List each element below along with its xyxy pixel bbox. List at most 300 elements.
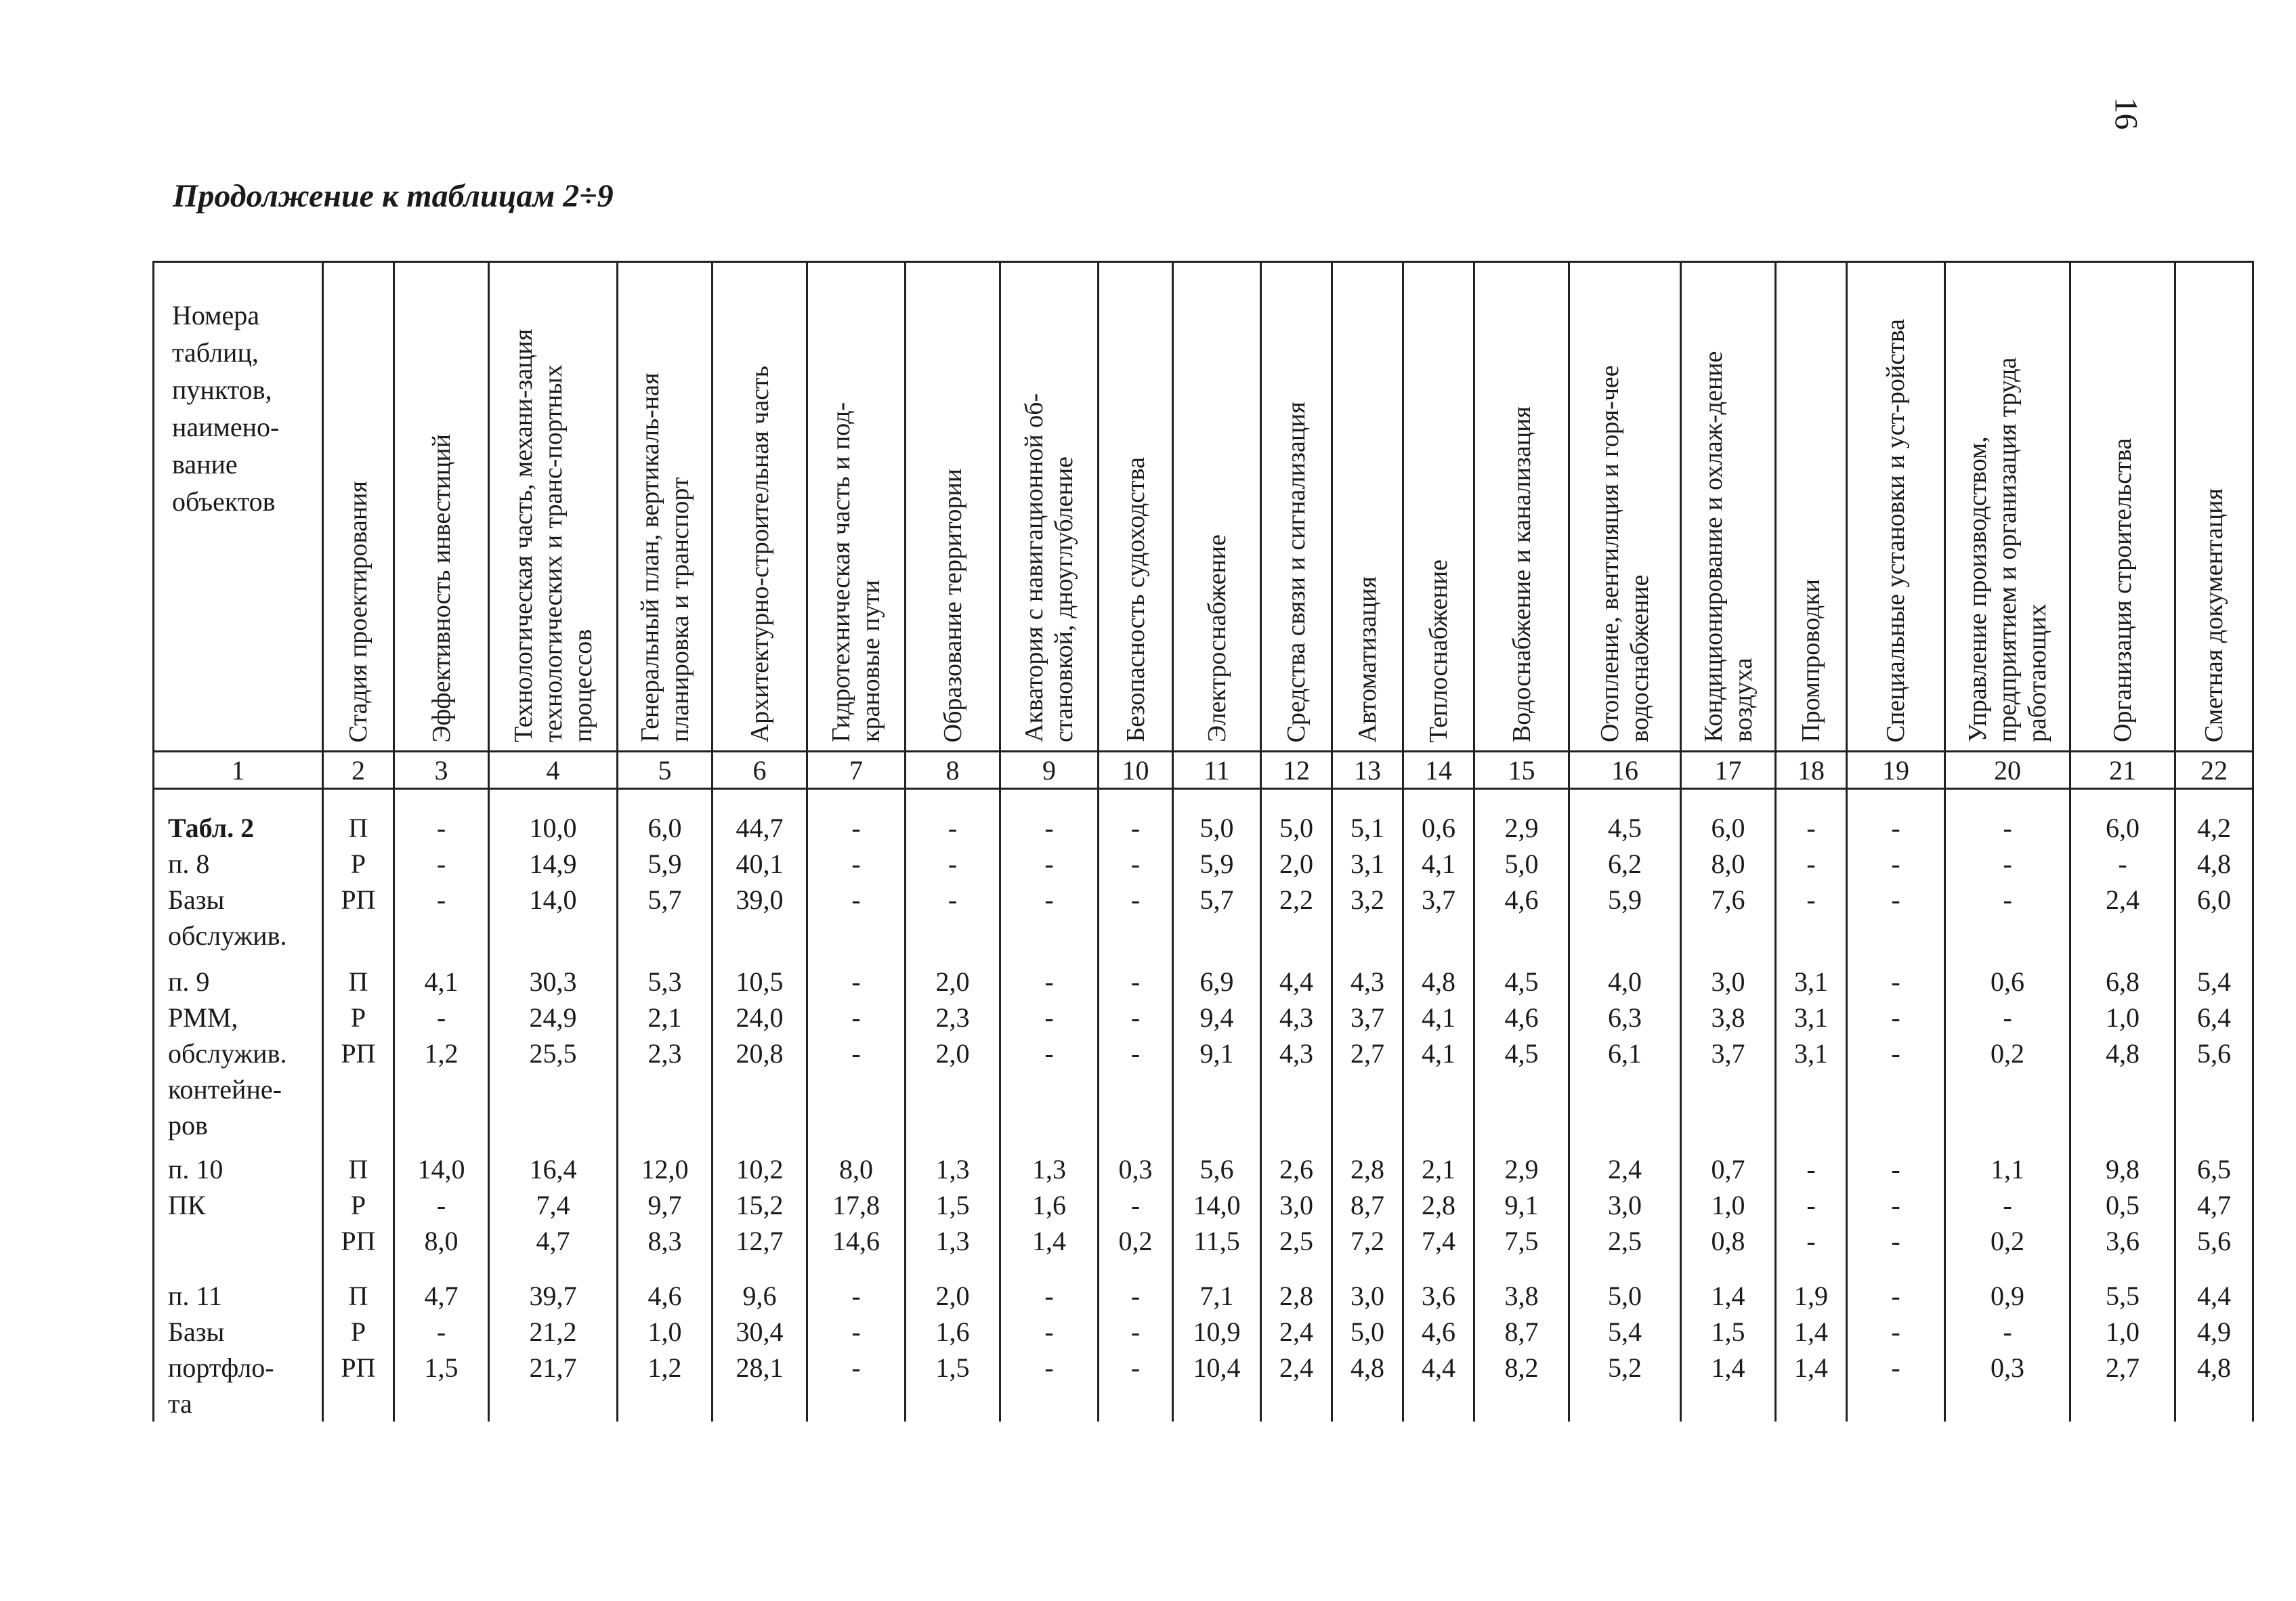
- cell-value: -: [1891, 1038, 1900, 1069]
- cell-value: 4,7: [424, 1281, 459, 1311]
- cell-value: РП: [341, 1226, 376, 1256]
- cell-value: 8,7: [1504, 1317, 1539, 1347]
- cell-value: 7,2: [1351, 1226, 1384, 1256]
- cell-value: РП: [341, 884, 376, 915]
- cell-value: -: [2118, 849, 2127, 879]
- column-header-label: Гидротехническая часть и под-крановые пути: [827, 402, 885, 742]
- column-number: 3: [394, 752, 489, 789]
- cell-value: -: [851, 1281, 861, 1311]
- cell-value: -: [2003, 884, 2012, 915]
- cell-value: -: [1806, 813, 1816, 843]
- cell-value: 0,3: [1118, 1154, 1153, 1184]
- cell-value: 3,0: [1279, 1190, 1313, 1220]
- cell-value: 2,4: [2106, 884, 2140, 915]
- column-number: 11: [1173, 752, 1261, 789]
- value-cell: [1173, 956, 1261, 1143]
- value-cell: [1099, 1278, 1173, 1422]
- cell-value: 6,8: [2106, 966, 2140, 997]
- value-cell: [2175, 956, 2253, 1143]
- cell-value: 1,0: [1711, 1190, 1745, 1220]
- column-header-label: Теплоснабжение: [1424, 559, 1453, 742]
- cell-value: 1,6: [935, 1317, 970, 1347]
- value-cell: [1261, 1278, 1332, 1422]
- cell-value: -: [1130, 884, 1141, 915]
- table-row-group: [154, 1143, 2253, 1278]
- cell-value: -: [1130, 1002, 1141, 1033]
- column-number: 4: [489, 752, 618, 789]
- value-cell: [489, 1278, 618, 1422]
- cell-value: 7,6: [1711, 884, 1745, 915]
- value-cell: [1569, 1278, 1681, 1422]
- object-name-line: п. 9: [168, 966, 210, 997]
- cell-value: 2,8: [1279, 1281, 1313, 1311]
- object-name-line: п. 8: [168, 849, 210, 879]
- cell-value: -: [1806, 884, 1816, 915]
- value-cell: [713, 1143, 807, 1278]
- column-header-8: [906, 262, 1000, 752]
- value-cell: [2070, 789, 2175, 956]
- cell-value: -: [1891, 1281, 1900, 1311]
- cell-value: 9,1: [1504, 1190, 1539, 1220]
- column-header-7: [807, 262, 906, 752]
- cell-value: 5,9: [1608, 884, 1642, 915]
- column-header-label: Образование территории: [938, 468, 967, 742]
- cell-value: -: [1806, 1154, 1816, 1184]
- cell-value: -: [436, 884, 446, 915]
- column-header-10: [1099, 262, 1173, 752]
- cell-value: -: [1891, 1154, 1900, 1184]
- cell-value: -: [1044, 849, 1054, 879]
- cell-value: 2,6: [1279, 1154, 1313, 1184]
- column-number: 22: [2175, 752, 2253, 789]
- value-cell: [1099, 1143, 1173, 1278]
- cell-value: -: [2003, 813, 2012, 843]
- cell-value: 5,4: [2197, 966, 2231, 997]
- value-cell: [807, 1143, 906, 1278]
- value-cell: [1474, 956, 1569, 1143]
- value-cell: [1776, 956, 1847, 1143]
- column-header-label: Эффективность инвестиций: [427, 433, 456, 742]
- object-name-line: контейне-: [168, 1074, 282, 1105]
- cell-value: 4,3: [1279, 1002, 1313, 1033]
- cell-value: 5,3: [647, 966, 682, 997]
- cell-value: 0,9: [1991, 1281, 2024, 1311]
- cell-value: -: [948, 849, 958, 879]
- cell-value: 8,7: [1351, 1190, 1384, 1220]
- value-cell: [906, 1143, 1000, 1278]
- cell-value: 1,2: [424, 1038, 459, 1069]
- column-header-3: [394, 262, 489, 752]
- cell-value: 5,0: [1199, 813, 1234, 843]
- object-name-cell: [154, 1278, 323, 1422]
- column-number: 17: [1681, 752, 1776, 789]
- value-cell: [1474, 1143, 1569, 1278]
- cell-value: 0,3: [1991, 1352, 2024, 1383]
- cell-value: -: [436, 1190, 446, 1220]
- value-cell: [323, 956, 394, 1143]
- cell-value: -: [1891, 1002, 1900, 1033]
- cell-value: -: [1891, 1317, 1900, 1347]
- cell-value: 0,5: [2106, 1190, 2140, 1220]
- column-header-label: Технологическая часть, механи-зация технологических и транс-портных процессов: [509, 328, 597, 742]
- cell-value: 5,7: [647, 884, 682, 915]
- column-header-label: Электроснабжение: [1202, 534, 1231, 742]
- value-cell: [1681, 1143, 1776, 1278]
- cell-value: 3,2: [1351, 884, 1384, 915]
- value-cell: [713, 956, 807, 1143]
- column-header-label: Стадия проектирования: [344, 480, 373, 742]
- value-cell: [618, 1278, 713, 1422]
- value-cell: [489, 789, 618, 956]
- cell-value: 10,4: [1193, 1352, 1241, 1383]
- cell-value: 2,1: [1422, 1154, 1455, 1184]
- cell-value: 6,5: [2197, 1154, 2231, 1184]
- cell-value: 4,1: [1422, 1038, 1455, 1069]
- value-cell: [1173, 1143, 1261, 1278]
- cell-value: 6,3: [1608, 1002, 1642, 1033]
- cell-value: П: [348, 1281, 368, 1311]
- value-cell: [1403, 1278, 1474, 1422]
- cell-value: 4,4: [1279, 966, 1313, 997]
- value-cell: [618, 789, 713, 956]
- cell-value: 7,4: [536, 1190, 570, 1220]
- column-number: 1: [154, 752, 323, 789]
- object-name-line: РММ,: [168, 1002, 238, 1033]
- cell-value: -: [1130, 1038, 1141, 1069]
- design-stages-table: [152, 261, 2254, 1422]
- cell-value: -: [851, 966, 861, 997]
- cell-value: 0,2: [1991, 1038, 2024, 1069]
- cell-value: 0,6: [1991, 966, 2024, 997]
- value-cell: [906, 956, 1000, 1143]
- cell-value: 14,0: [529, 884, 577, 915]
- value-cell: [1261, 789, 1332, 956]
- cell-value: -: [851, 1002, 861, 1033]
- column-header-6: [713, 262, 807, 752]
- cell-value: 2,1: [647, 1002, 682, 1033]
- cell-value: -: [1130, 1281, 1141, 1311]
- value-cell: [2070, 956, 2175, 1143]
- cell-value: 1,1: [1991, 1154, 2024, 1184]
- value-cell: [1099, 956, 1173, 1143]
- value-cell: [1569, 1143, 1681, 1278]
- cell-value: 1,4: [1711, 1281, 1745, 1311]
- cell-value: -: [851, 849, 861, 879]
- cell-value: -: [1891, 813, 1900, 843]
- cell-value: -: [1891, 1352, 1900, 1383]
- table-header-row: [154, 262, 2253, 752]
- cell-value: 2,5: [1279, 1226, 1313, 1256]
- value-cell: [618, 956, 713, 1143]
- column-header-12: [1261, 262, 1332, 752]
- cell-value: 1,4: [1032, 1226, 1066, 1256]
- column-header-16: [1569, 262, 1681, 752]
- cell-value: 1,5: [424, 1352, 459, 1383]
- cell-value: 1,3: [1032, 1154, 1066, 1184]
- value-cell: [1474, 789, 1569, 956]
- cell-value: 3,1: [1794, 1002, 1828, 1033]
- cell-value: 12,7: [736, 1226, 784, 1256]
- cell-value: 5,7: [1199, 884, 1234, 915]
- cell-value: 4,3: [1279, 1038, 1313, 1069]
- column-number: 15: [1474, 752, 1569, 789]
- cell-value: -: [1891, 884, 1900, 915]
- column-header-label: Отопление, вентиляция и горя-чее водоснабжение: [1596, 365, 1654, 742]
- cell-value: -: [2003, 1002, 2012, 1033]
- value-cell: [1569, 789, 1681, 956]
- cell-value: РП: [341, 1352, 376, 1383]
- cell-value: 2,0: [935, 1038, 970, 1069]
- cell-value: 11,5: [1193, 1226, 1240, 1256]
- column-header-19: [1847, 262, 1945, 752]
- cell-value: 3,6: [2106, 1226, 2140, 1256]
- cell-value: 30,3: [529, 966, 577, 997]
- cell-value: 2,3: [647, 1038, 682, 1069]
- cell-value: 3,8: [1504, 1281, 1539, 1311]
- value-cell: [1847, 1278, 1945, 1422]
- cell-value: 2,5: [1608, 1226, 1642, 1256]
- cell-value: 3,1: [1794, 1038, 1828, 1069]
- value-cell: [1000, 1143, 1099, 1278]
- column-header-label: Безопасность судоходства: [1121, 457, 1150, 742]
- column-header-label: Специальные установки и уст-ройства: [1882, 318, 1910, 742]
- cell-value: -: [1044, 1038, 1054, 1069]
- cell-value: 15,2: [736, 1190, 784, 1220]
- cell-value: -: [1806, 849, 1816, 879]
- cell-value: 8,0: [424, 1226, 459, 1256]
- cell-value: 5,0: [1279, 813, 1313, 843]
- cell-value: -: [436, 849, 446, 879]
- value-cell: [323, 1143, 394, 1278]
- cell-value: 3,1: [1794, 966, 1828, 997]
- cell-value: 2,7: [2106, 1352, 2140, 1383]
- cell-value: -: [1130, 1317, 1141, 1347]
- column-header-22: [2175, 262, 2253, 752]
- cell-value: 10,5: [736, 966, 784, 997]
- cell-value: 5,6: [1199, 1154, 1234, 1184]
- value-cell: [1261, 956, 1332, 1143]
- value-cell: [1403, 956, 1474, 1143]
- value-cell: [1681, 1278, 1776, 1422]
- cell-value: 7,1: [1199, 1281, 1234, 1311]
- cell-value: П: [348, 1154, 368, 1184]
- cell-value: 2,9: [1504, 1154, 1539, 1184]
- cell-value: -: [1130, 966, 1141, 997]
- page-number: 16: [2108, 97, 2144, 130]
- cell-value: -: [851, 1352, 861, 1383]
- cell-value: 5,5: [2106, 1281, 2140, 1311]
- cell-value: 9,7: [647, 1190, 682, 1220]
- column-header-21: [2070, 262, 2175, 752]
- value-cell: [1000, 1278, 1099, 1422]
- object-name-line: ров: [168, 1110, 208, 1140]
- cell-value: 4,9: [2197, 1317, 2231, 1347]
- value-cell: [1332, 956, 1403, 1143]
- cell-value: 5,0: [1351, 1317, 1384, 1347]
- value-cell: [2070, 1143, 2175, 1278]
- cell-value: 12,0: [641, 1154, 689, 1184]
- cell-value: 14,0: [417, 1154, 465, 1184]
- value-cell: [1403, 789, 1474, 956]
- cell-value: 1,9: [1794, 1281, 1828, 1311]
- value-cell: [323, 789, 394, 956]
- cell-value: -: [436, 1002, 446, 1033]
- cell-value: 5,9: [1199, 849, 1234, 879]
- table-row-group: [154, 956, 2253, 1143]
- cell-value: -: [1130, 849, 1141, 879]
- cell-value: 0,2: [1118, 1226, 1153, 1256]
- cell-value: 3,0: [1711, 966, 1745, 997]
- cell-value: 28,1: [736, 1352, 784, 1383]
- cell-value: 3,0: [1351, 1281, 1384, 1311]
- cell-value: -: [1130, 1190, 1141, 1220]
- cell-value: 6,0: [2197, 884, 2231, 915]
- value-cell: [1847, 1143, 1945, 1278]
- column-header-label: Сметная документация: [2200, 488, 2228, 742]
- cell-value: 0,6: [1422, 813, 1455, 843]
- cell-value: 5,9: [647, 849, 682, 879]
- cell-value: 7,4: [1422, 1226, 1455, 1256]
- column-number: 12: [1261, 752, 1332, 789]
- cell-value: 4,6: [1504, 884, 1539, 915]
- cell-value: -: [1044, 884, 1054, 915]
- object-name-line: п. 10: [168, 1154, 224, 1184]
- cell-value: 25,5: [529, 1038, 577, 1069]
- value-cell: [1332, 789, 1403, 956]
- value-cell: [713, 789, 807, 956]
- cell-value: 4,0: [1608, 966, 1642, 997]
- value-cell: [1403, 1143, 1474, 1278]
- cell-value: 5,4: [1608, 1317, 1642, 1347]
- cell-value: 0,2: [1991, 1226, 2024, 1256]
- cell-value: 4,5: [1504, 1038, 1539, 1069]
- value-cell: [713, 1278, 807, 1422]
- value-cell: [2070, 1278, 2175, 1422]
- column-header-label: Промпроводки: [1797, 579, 1825, 742]
- cell-value: Р: [350, 1190, 366, 1220]
- cell-value: 4,8: [2197, 1352, 2231, 1383]
- value-cell: [2175, 789, 2253, 956]
- table-row-group: [154, 1278, 2253, 1422]
- cell-value: -: [1891, 849, 1900, 879]
- cell-value: 2,4: [1608, 1154, 1642, 1184]
- cell-value: 3,8: [1711, 1002, 1745, 1033]
- cell-value: 4,1: [424, 966, 459, 997]
- cell-value: -: [948, 813, 958, 843]
- column-header-14: [1403, 262, 1474, 752]
- cell-value: Р: [350, 1002, 366, 1033]
- value-cell: [1332, 1143, 1403, 1278]
- value-cell: [1945, 1278, 2070, 1422]
- cell-value: -: [1130, 1352, 1141, 1383]
- cell-value: 1,0: [2106, 1317, 2140, 1347]
- cell-value: 1,2: [647, 1352, 682, 1383]
- cell-value: 6,1: [1608, 1038, 1642, 1069]
- column-header-18: [1776, 262, 1847, 752]
- cell-value: 5,6: [2197, 1038, 2231, 1069]
- column-header-label: Акватория с навигационной об-становкой, дноуглубление: [1020, 393, 1078, 742]
- cell-value: 3,0: [1608, 1190, 1642, 1220]
- cell-value: 9,8: [2106, 1154, 2140, 1184]
- cell-value: 1,3: [935, 1154, 970, 1184]
- cell-value: 2,0: [1279, 849, 1313, 879]
- cell-value: -: [2003, 1190, 2012, 1220]
- value-cell: [807, 956, 906, 1143]
- cell-value: 4,8: [2197, 849, 2231, 879]
- cell-value: 0,8: [1711, 1226, 1745, 1256]
- cell-value: 1,3: [935, 1226, 970, 1256]
- table-row-group: [154, 789, 2253, 956]
- cell-value: 14,0: [1193, 1190, 1241, 1220]
- object-name-line: п. 11: [168, 1281, 222, 1311]
- cell-value: 17,8: [832, 1190, 880, 1220]
- column-number-row: [154, 752, 2253, 789]
- column-header-17: [1681, 262, 1776, 752]
- column-number: 20: [1945, 752, 2070, 789]
- object-name-cell: [154, 956, 323, 1143]
- cell-value: 5,6: [2197, 1226, 2231, 1256]
- cell-value: 4,8: [2106, 1038, 2140, 1069]
- cell-value: 24,9: [529, 1002, 577, 1033]
- cell-value: 3,6: [1422, 1281, 1455, 1311]
- cell-value: 3,1: [1351, 849, 1384, 879]
- cell-value: 10,9: [1193, 1317, 1241, 1347]
- cell-value: 1,0: [2106, 1002, 2140, 1033]
- cell-value: 4,6: [1422, 1317, 1455, 1347]
- cell-value: -: [1806, 1226, 1816, 1256]
- column-header-13: [1332, 262, 1403, 752]
- value-cell: [1776, 1143, 1847, 1278]
- cell-value: 4,7: [2197, 1190, 2231, 1220]
- cell-value: 4,6: [1504, 1002, 1539, 1033]
- object-name-line: та: [168, 1388, 192, 1419]
- column-header-label: Кондиционирование и охлаж-дение воздуха: [1699, 351, 1758, 742]
- column-number: 18: [1776, 752, 1847, 789]
- cell-value: 7,5: [1504, 1226, 1539, 1256]
- object-name-line: обслужив.: [168, 920, 287, 951]
- cell-value: 2,8: [1422, 1190, 1455, 1220]
- cell-value: 6,0: [1711, 813, 1745, 843]
- cell-value: 40,1: [736, 849, 784, 879]
- cell-value: 4,2: [2197, 813, 2231, 843]
- cell-value: 3,7: [1422, 884, 1455, 915]
- cell-value: 4,1: [1422, 849, 1455, 879]
- cell-value: П: [348, 813, 368, 843]
- cell-value: 2,4: [1279, 1317, 1313, 1347]
- cell-value: 9,4: [1199, 1002, 1234, 1033]
- column-number: 8: [906, 752, 1000, 789]
- cell-value: Р: [350, 849, 366, 879]
- cell-value: 2,8: [1351, 1154, 1384, 1184]
- column-header-label: Организация строительства: [2108, 438, 2137, 742]
- column-header-label: Управление производством, предприятием и организация труда работающих: [1963, 357, 2051, 742]
- cell-value: 8,0: [839, 1154, 873, 1184]
- value-cell: [489, 1143, 618, 1278]
- cell-value: 3,7: [1351, 1002, 1384, 1033]
- cell-value: -: [1044, 1317, 1054, 1347]
- cell-value: 9,1: [1199, 1038, 1234, 1069]
- value-cell: [323, 1278, 394, 1422]
- value-cell: [1173, 789, 1261, 956]
- value-cell: [906, 789, 1000, 956]
- cell-value: -: [436, 1317, 446, 1347]
- value-cell: [1945, 1143, 2070, 1278]
- cell-value: -: [1044, 1002, 1054, 1033]
- cell-value: 1,0: [647, 1317, 682, 1347]
- value-cell: [807, 789, 906, 956]
- value-cell: [394, 1143, 489, 1278]
- cell-value: 8,2: [1504, 1352, 1539, 1383]
